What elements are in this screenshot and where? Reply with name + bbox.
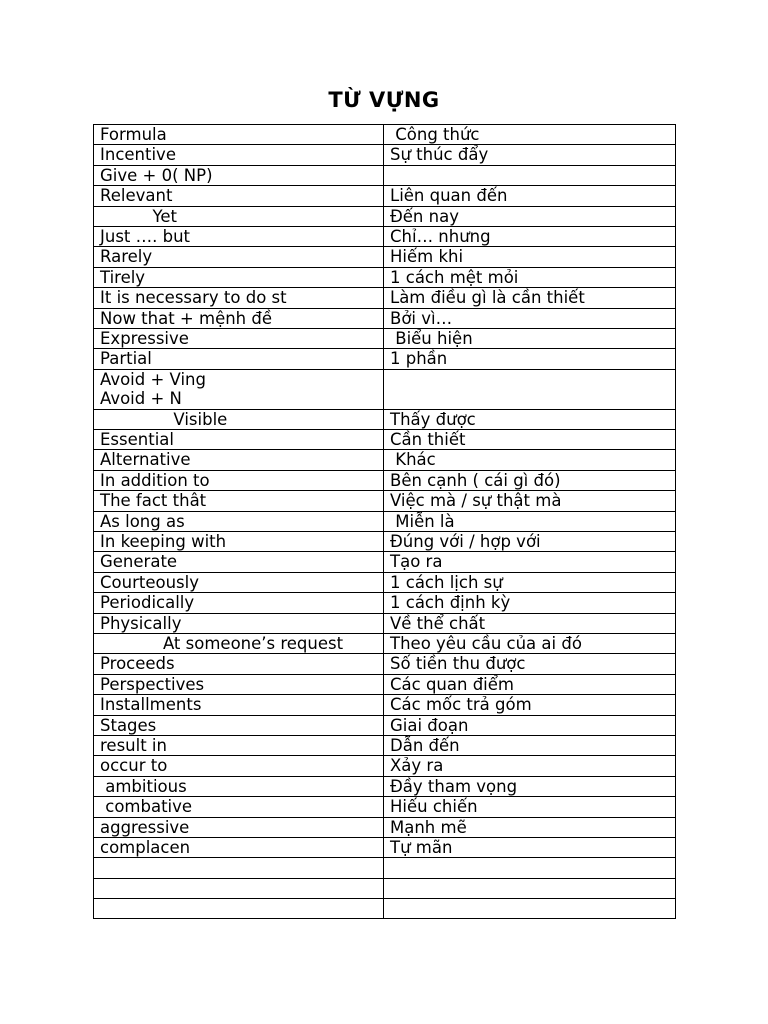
vocab-table-body	[94, 125, 676, 919]
term-cell: Expressive	[94, 328, 384, 348]
meaning-cell: Cần thiết	[384, 430, 676, 450]
table-row	[94, 552, 676, 572]
term-cell: Partial	[94, 349, 384, 369]
term-cell: The fact thât	[94, 491, 384, 511]
term-cell: Alternative	[94, 450, 384, 470]
meaning-cell: Liên quan đến	[384, 186, 676, 206]
table-row	[94, 369, 676, 409]
table-row	[94, 308, 676, 328]
meaning-cell: Các mốc trả góm	[384, 695, 676, 715]
table-row	[94, 837, 676, 857]
meaning-cell: Thấy được	[384, 409, 676, 429]
meaning-cell: Đầy tham vọng	[384, 776, 676, 796]
term-cell	[94, 878, 384, 898]
meaning-cell: Đúng với / hợp với	[384, 532, 676, 552]
meaning-cell: Số tiền thu được	[384, 654, 676, 674]
term-cell: Tirely	[94, 267, 384, 287]
term-cell: Visible	[94, 409, 384, 429]
table-row	[94, 817, 676, 837]
meaning-cell: Việc mà / sự thật mà	[384, 491, 676, 511]
term-cell: As long as	[94, 511, 384, 531]
meaning-cell	[384, 369, 676, 409]
table-row	[94, 125, 676, 145]
meaning-cell	[384, 165, 676, 185]
term-cell: Generate	[94, 552, 384, 572]
table-row	[94, 695, 676, 715]
table-row	[94, 756, 676, 776]
term-cell: occur to	[94, 756, 384, 776]
cell-line: Avoid + N	[100, 388, 182, 408]
table-row	[94, 247, 676, 267]
cell-line: Avoid + Ving	[100, 369, 206, 389]
meaning-cell: Bởi vì…	[384, 308, 676, 328]
meaning-cell: Dẫn đến	[384, 735, 676, 755]
meaning-cell: Hiếu chiến	[384, 797, 676, 817]
term-cell: Formula	[94, 125, 384, 145]
table-row	[94, 145, 676, 165]
term-cell: Essential	[94, 430, 384, 450]
term-cell	[94, 899, 384, 919]
meaning-cell: 1 phần	[384, 349, 676, 369]
page-title: TỪ VỰNG	[328, 88, 440, 112]
meaning-cell	[384, 899, 676, 919]
term-cell: In addition to	[94, 470, 384, 490]
meaning-cell: Mạnh mẽ	[384, 817, 676, 837]
term-cell: ambitious	[94, 776, 384, 796]
meaning-cell: Chỉ… nhưng	[384, 226, 676, 246]
meaning-cell: Đến nay	[384, 206, 676, 226]
term-cell: combative	[94, 797, 384, 817]
term-cell: result in	[94, 735, 384, 755]
meaning-cell: Sự thúc đẩy	[384, 145, 676, 165]
meaning-cell	[384, 858, 676, 878]
term-cell: Stages	[94, 715, 384, 735]
term-cell: It is necessary to do st	[94, 288, 384, 308]
term-cell: Perspectives	[94, 674, 384, 694]
table-row	[94, 186, 676, 206]
term-cell: Give + 0( NP)	[94, 165, 384, 185]
meaning-cell: Bên cạnh ( cái gì đó)	[384, 470, 676, 490]
table-row	[94, 572, 676, 592]
table-row	[94, 267, 676, 287]
table-row	[94, 797, 676, 817]
term-cell: Relevant	[94, 186, 384, 206]
table-row	[94, 532, 676, 552]
term-cell: At someone’s request	[94, 633, 384, 653]
table-row	[94, 470, 676, 490]
meaning-cell: 1 cách mệt mỏi	[384, 267, 676, 287]
table-row	[94, 349, 676, 369]
term-cell: Proceeds	[94, 654, 384, 674]
table-row	[94, 593, 676, 613]
term-cell: In keeping with	[94, 532, 384, 552]
term-cell: Installments	[94, 695, 384, 715]
term-cell: Courteously	[94, 572, 384, 592]
table-row	[94, 674, 676, 694]
table-row	[94, 430, 676, 450]
meaning-cell: Các quan điểm	[384, 674, 676, 694]
term-cell: aggressive	[94, 817, 384, 837]
table-row	[94, 613, 676, 633]
table-row	[94, 206, 676, 226]
table-row	[94, 165, 676, 185]
meaning-cell: Xảy ra	[384, 756, 676, 776]
meaning-cell: Công thức	[384, 125, 676, 145]
meaning-cell: Giai đoạn	[384, 715, 676, 735]
table-row	[94, 409, 676, 429]
term-cell: Incentive	[94, 145, 384, 165]
meaning-cell: Tự mãn	[384, 837, 676, 857]
table-row	[94, 226, 676, 246]
term-cell: Periodically	[94, 593, 384, 613]
table-row	[94, 899, 676, 919]
table-row	[94, 633, 676, 653]
table-row	[94, 288, 676, 308]
table-row	[94, 511, 676, 531]
table-row	[94, 858, 676, 878]
term-cell: Physically	[94, 613, 384, 633]
table-row	[94, 654, 676, 674]
table-row	[94, 715, 676, 735]
term-cell: Just …. but	[94, 226, 384, 246]
meaning-cell: Hiếm khi	[384, 247, 676, 267]
meaning-cell: Theo yêu cầu của ai đó	[384, 633, 676, 653]
table-row	[94, 878, 676, 898]
term-cell	[94, 369, 384, 409]
meaning-cell	[384, 878, 676, 898]
table-row	[94, 328, 676, 348]
meaning-cell: Làm điều gì là cần thiết	[384, 288, 676, 308]
meaning-cell: Biểu hiện	[384, 328, 676, 348]
meaning-cell: 1 cách định kỳ	[384, 593, 676, 613]
meaning-cell: Tạo ra	[384, 552, 676, 572]
term-cell	[94, 858, 384, 878]
vocab-table	[93, 124, 676, 919]
table-row	[94, 776, 676, 796]
table-row	[94, 735, 676, 755]
meaning-cell: 1 cách lịch sự	[384, 572, 676, 592]
meaning-cell: Khác	[384, 450, 676, 470]
table-row	[94, 491, 676, 511]
term-cell: Now that + mệnh đề	[94, 308, 384, 328]
term-cell: complacen	[94, 837, 384, 857]
meaning-cell: Về thể chất	[384, 613, 676, 633]
meaning-cell: Miễn là	[384, 511, 676, 531]
term-cell: Yet	[94, 206, 384, 226]
term-cell: Rarely	[94, 247, 384, 267]
table-row	[94, 450, 676, 470]
